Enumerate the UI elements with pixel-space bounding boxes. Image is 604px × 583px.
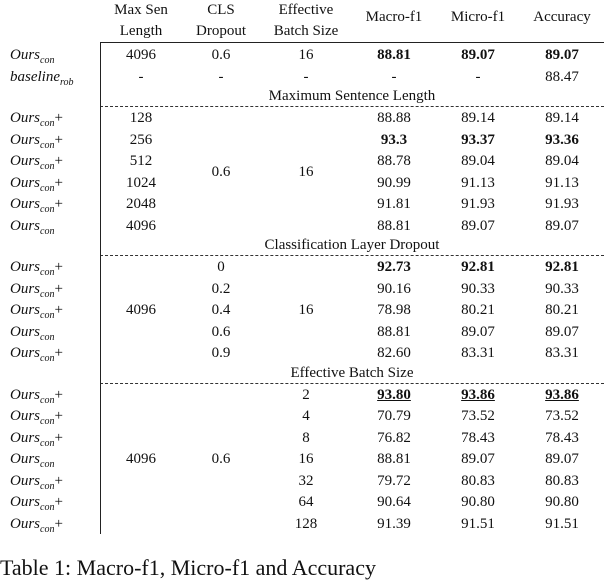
label-subscript: con [40,523,55,535]
cell-cls: - [218,68,224,85]
cell-acc: 89.14 [545,110,579,126]
label-main: Ours [10,110,41,126]
cell-batch: 16 [298,47,314,63]
cell-macro: 90.64 [377,494,411,510]
label-subscript: con [40,416,55,427]
label-plus: + [54,153,63,169]
label-subscript: con [40,161,55,172]
label-main: Ours [10,408,41,424]
cell-acc: 93.36 [545,131,579,148]
label-plus: + [54,408,63,424]
header-batch-line2: Batch Size [273,23,339,39]
cell-micro: 73.52 [461,408,495,424]
cell-len: 1024 [126,174,156,191]
cell-micro: 93.86 [461,386,495,403]
table-row [0,491,604,513]
label-subscript: con [40,267,55,278]
cell-macro: 88.81 [377,451,411,467]
label-main: Ours [10,494,41,510]
cell-acc: 73.52 [545,408,579,424]
cell-micro: 80.21 [461,302,495,318]
cell-macro: 88.78 [377,153,411,169]
header-cls-line1: CLS [207,2,235,18]
cell-acc: 89.07 [545,47,579,63]
label-subscript: con [40,437,55,449]
cell-acc: 83.31 [545,345,579,361]
cell-acc: 91.93 [545,196,579,212]
cell-macro: 91.81 [377,196,411,212]
cell-len: 512 [129,153,153,169]
cell-macro: 90.16 [377,280,411,297]
label-subscript: con [40,459,55,470]
label-main: Ours [10,451,41,467]
cell-micro: 78.43 [461,429,495,446]
label-main: Ours [10,259,41,275]
header-macro-f1: Macro-f1 [365,9,423,25]
cell-batch: 64 [298,494,314,510]
section-title: Classification Layer Dropout [264,237,440,253]
cell-batch: 2 [302,386,310,403]
cell-batch: - [303,68,309,85]
label-plus: + [54,472,63,489]
table-row [0,321,604,343]
header-batch-size [260,0,352,42]
label-main: Ours [10,345,41,361]
section-title: Maximum Sentence Length [268,88,436,104]
table-left-rule [100,42,101,534]
table-row [0,66,604,88]
cell-acc: 78.43 [545,429,579,446]
label-subscript: con [40,139,55,151]
label-subscript: con [40,182,55,194]
cell-cls: 0.4 [211,302,231,318]
cell-macro: 88.81 [377,323,411,340]
cell-macro: 93.80 [377,386,411,403]
cell-micro: 90.80 [461,494,495,510]
merged-cell-batch: 16 [298,163,314,180]
cell-micro: 91.13 [461,174,495,191]
header-cls-line2: Dropout [196,23,246,39]
cell-micro: - [475,68,481,85]
cell-macro: 78.98 [377,302,411,318]
label-subscript: con [40,394,55,406]
cell-micro: 80.83 [461,472,495,489]
header-max-sen [100,0,182,42]
cell-micro: 91.51 [461,515,495,532]
cell-micro: 89.04 [461,153,495,169]
header-micro-f1: Micro-f1 [450,9,506,25]
header-max-sen-line2: Length [119,23,163,39]
label-main: Ours [10,131,41,148]
cell-micro: 92.81 [461,259,495,275]
label-main: Ours [10,196,41,212]
cell-macro: 79.72 [377,472,411,489]
cell-micro: 93.37 [461,131,495,148]
cell-batch: 128 [294,515,318,532]
cell-len: 256 [129,131,153,148]
label-subscript: con [40,310,55,321]
label-main: Ours [10,429,41,446]
cell-micro: 83.31 [461,345,495,361]
cell-batch: 32 [298,472,314,489]
cell-cls: 0.9 [211,345,231,361]
cell-acc: 80.21 [545,302,579,318]
cell-micro: 90.33 [461,280,495,297]
cell-macro: 88.81 [377,217,411,234]
label-plus: + [54,494,63,510]
cell-acc: 93.86 [545,386,579,403]
cell-cls: 0 [217,259,225,275]
table-row [0,129,604,151]
label-plus: + [54,386,63,403]
cell-micro: 89.14 [461,110,495,126]
cell-acc: 80.83 [545,472,579,489]
cell-micro: 91.93 [461,196,495,212]
label-subscript: con [40,353,55,364]
label-subscript: con [40,225,55,237]
label-plus: + [54,196,63,212]
table-caption: Table 1: Macro-f1, Micro-f1 and Accuracy [0,555,376,580]
cell-acc: 91.51 [545,515,579,532]
table-row [0,44,604,66]
cell-micro: 89.07 [461,47,495,63]
label-plus: + [54,174,63,191]
table-row [0,470,604,492]
label-subscript: con [40,118,55,129]
label-subscript: con [40,480,55,492]
cell-macro: 88.88 [377,110,411,126]
cell-acc: 92.81 [545,259,579,275]
cell-acc: 88.47 [545,68,579,85]
label-subscript: con [40,331,55,343]
table-row [0,256,604,278]
label-plus: + [54,302,63,318]
cell-macro: 90.99 [377,174,411,191]
cell-acc: 89.07 [545,217,579,234]
cell-micro: 89.07 [461,451,495,467]
method-label [10,342,63,370]
table-row [0,384,604,406]
table-row [0,342,604,364]
table-row [0,107,604,129]
table-row [0,448,604,470]
cell-micro: 89.07 [461,217,495,234]
section-title: Effective Batch Size [290,364,414,381]
label-main: Ours [10,386,41,403]
cell-batch: 4 [302,408,310,424]
label-subscript: con [40,288,55,300]
header-accuracy: Accuracy [533,9,591,25]
label-main: Ours [10,515,41,532]
label-plus: + [54,345,63,361]
label-subscript: con [40,204,55,215]
cell-acc: 89.07 [545,323,579,340]
cell-micro: 89.07 [461,323,495,340]
method-label [10,513,63,541]
cell-batch: 8 [302,429,310,446]
cell-acc: 90.80 [545,494,579,510]
label-plus: + [54,110,63,126]
cell-macro: 91.39 [377,515,411,532]
cell-len: 2048 [126,196,156,212]
header-batch-line1: Effective [278,2,334,18]
cell-acc: 90.33 [545,280,579,297]
cell-len: 4096 [126,47,156,63]
table-row [0,513,604,535]
label-plus: + [54,515,63,532]
label-plus: + [54,131,63,148]
cell-len: 4096 [126,217,156,234]
merged-cell-cls: 0.6 [211,163,231,180]
label-subscript: rob [60,76,74,88]
cell-len: - [138,68,144,85]
table-row [0,427,604,449]
cell-acc: 91.13 [545,174,579,191]
label-main: Ours [10,174,41,191]
label-main: Ours [10,217,41,234]
table-row [0,278,604,300]
label-main: Ours [10,153,41,169]
label-plus: + [54,429,63,446]
label-main: Ours [10,47,41,63]
label-main: Ours [10,302,41,318]
baseline-label [10,66,74,94]
cell-acc: 89.04 [545,153,579,169]
cell-macro: - [391,68,397,85]
cell-macro: 76.82 [377,429,411,446]
cell-macro: 82.60 [377,345,411,361]
header-max-sen-line1: Max Sen [114,2,168,18]
label-subscript: con [40,55,55,66]
cell-macro: 70.79 [377,408,411,424]
merged-cell-cls: 0.6 [211,450,231,467]
cell-cls: 0.6 [211,323,231,340]
table-row [0,215,604,237]
header-rule [100,42,604,43]
cell-len: 128 [129,110,153,126]
method-label [10,215,54,243]
header-cls-dropout [182,0,260,42]
cell-cls: 0.2 [211,280,231,297]
label-main: Ours [10,280,41,297]
cell-macro: 88.81 [377,47,411,63]
merged-cell-len: 4096 [126,301,156,318]
cell-acc: 89.07 [545,451,579,467]
table-row [0,405,604,427]
cell-macro: 92.73 [377,259,411,275]
label-plus: + [54,280,63,297]
label-main: Ours [10,323,41,340]
label-main: Ours [10,472,41,489]
merged-cell-batch: 16 [298,301,314,318]
table-row [0,193,604,215]
label-main: baseline [10,68,60,85]
cell-macro: 93.3 [380,131,408,148]
label-plus: + [54,259,63,275]
cell-batch: 16 [298,451,314,467]
cell-cls: 0.6 [211,47,231,63]
label-subscript: con [40,502,55,513]
merged-cell-len: 4096 [126,450,156,467]
